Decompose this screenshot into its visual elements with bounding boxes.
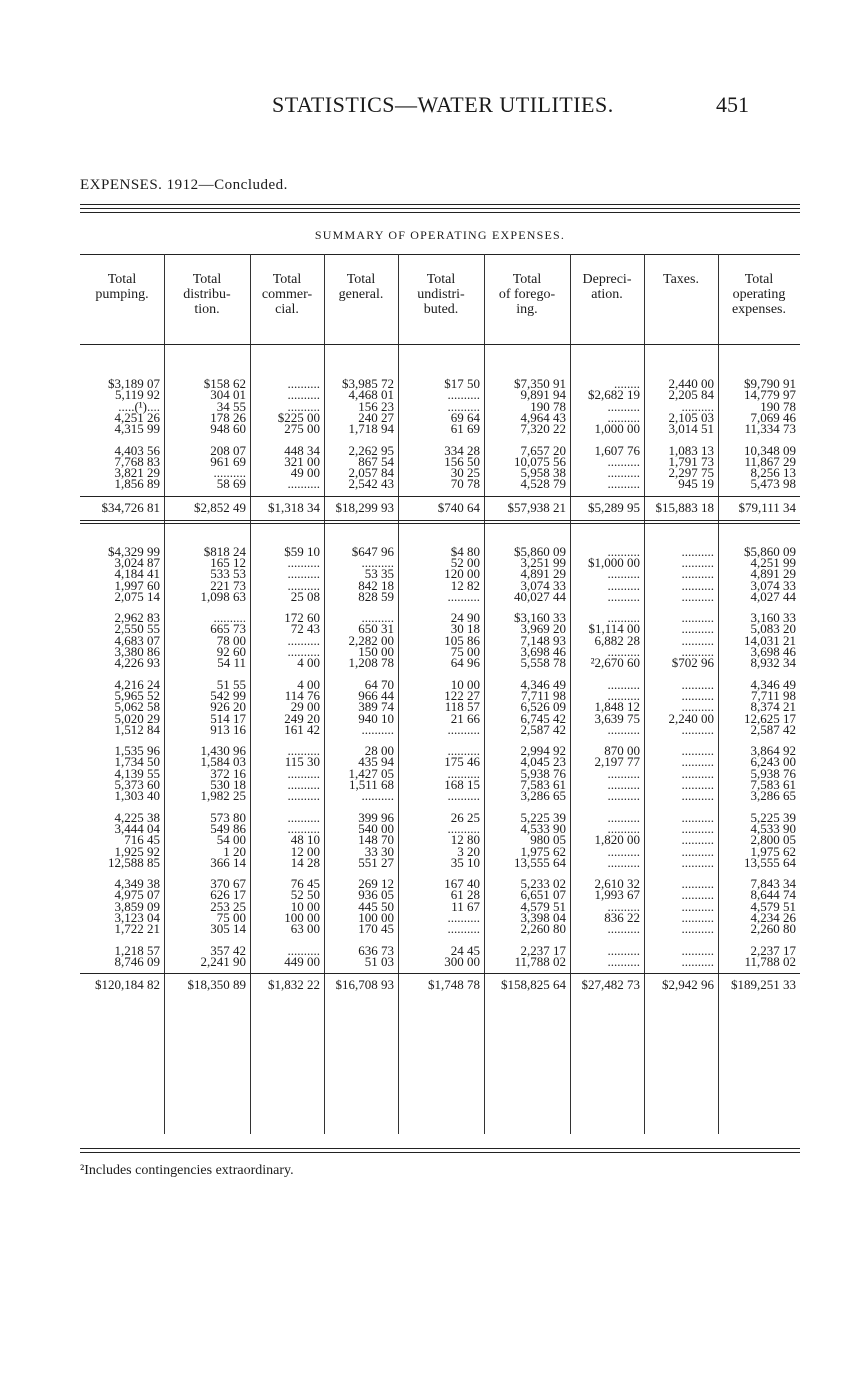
totals-cell: $1,748 78 [428, 977, 480, 993]
totals-cell: $120,184 82 [95, 977, 160, 993]
totals-cell: $15,883 18 [655, 499, 714, 515]
bottom-rule [80, 1148, 800, 1149]
table-cell-group: 1,083 13 1,791 73 2,297 75 945 19 [668, 442, 714, 492]
table-cell-group: 2,994 92 4,045 23 5,938 76 7,583 61 3,286 65 [520, 743, 566, 804]
table-cell-group: 208 07 961 69 .......... 58 69 [210, 442, 246, 492]
table-cell-group: 1,535 96 1,734 50 4,139 55 5,373 60 1,303 40 [114, 743, 160, 804]
table-cell-group: 5,225 39 4,533 90 980 05 1,975 62 13,555 64 [514, 809, 566, 870]
table-cell-group: 448 34 321 00 49 00 .......... [284, 442, 320, 492]
table-cell-group: $7,350 91 9,891 94 190 78 4,964 43 7,320 22 [514, 376, 566, 437]
totals-cell: $18,299 93 [335, 499, 394, 515]
table-cell-group: 4 00 114 76 29 00 249 20 161 42 [284, 676, 320, 737]
totals-cell: $189,251 33 [731, 977, 796, 993]
table-cell-group: .......... .......... .......... 2,240 00 .......... [668, 676, 714, 737]
table-cell-group: .......... 449 00 [284, 942, 320, 969]
table-cell-group: 10,348 09 11,867 29 8,256 13 5,473 98 [744, 442, 796, 492]
table-cell-group: 870 00 2,197 77 .......... .......... .......... [594, 743, 640, 804]
table-cell-group: 10 00 122 27 118 57 21 66 .......... [444, 676, 480, 737]
table-cell-group: 172 60 72 43 .......... .......... 4 00 [284, 610, 320, 671]
totals-cell: $16,708 93 [335, 977, 394, 993]
page-number: 451 [716, 92, 749, 117]
column-divider [570, 254, 571, 1134]
table-cell-group: $5,860 09 4,251 99 4,891 29 3,074 33 4,027 44 [744, 543, 796, 604]
table-header-row [80, 254, 800, 344]
column-header: Total pumping. [95, 272, 149, 302]
table-cell-group: 2,440 00 2,205 84 .......... 2,105 03 3,014 51 [668, 376, 714, 437]
totals-cell: $18,350 89 [187, 977, 246, 993]
column-header: Total distribu- tion. [183, 272, 231, 317]
column-divider [398, 254, 399, 1134]
table-cell-group: 269 12 936 05 445 50 100 00 170 45 [358, 876, 394, 937]
table-cell-group: .......... .......... .......... .......... $702 96 [671, 610, 714, 671]
table-cell-group: 167 40 61 28 11 67 .......... .......... [444, 876, 480, 937]
table-cell-group: 2,237 17 11,788 02 [744, 942, 796, 969]
table-cell-group: 399 96 540 00 148 70 33 30 551 27 [358, 809, 394, 870]
table-cell-group: .......... .......... 48 10 12 00 14 28 [287, 809, 320, 870]
table-cell-group: .......... .......... .......... .......... .......... [681, 543, 714, 604]
table-cell-group: .......... .......... .......... $225 00 275 00 [277, 376, 320, 437]
totals-cell: $57,938 21 [507, 499, 566, 515]
table-cell-group: 370 67 626 17 253 25 75 00 305 14 [210, 876, 246, 937]
page-header [0, 92, 867, 122]
table-cell-group: 1,607 76 .......... .......... .......... [594, 442, 640, 492]
column-divider [718, 254, 719, 1134]
top-rule-3 [80, 212, 800, 213]
column-header: Depreci- ation. [582, 272, 632, 302]
table-cell-group: $5,860 09 3,251 99 4,891 29 3,074 33 40,027 44 [514, 543, 566, 604]
top-rule [80, 204, 800, 205]
table-cell-group: 28 00 435 94 1,427 05 1,511 68 .......... [348, 743, 394, 804]
totals-rule [80, 496, 800, 497]
table-cell-group: $17 50 .......... .......... 69 64 61 69 [444, 376, 480, 437]
table-cell-group: .......... 650 31 2,282 00 150 00 1,208 78 [348, 610, 394, 671]
column-header: Taxes. [663, 272, 699, 287]
section-rule [80, 520, 800, 521]
table-cell-group: ........ $2,682 19 .......... .......... 1,000 00 [588, 376, 640, 437]
header-rule [80, 344, 800, 345]
column-divider [324, 254, 325, 1134]
column-header: Total commer- cial. [261, 272, 313, 317]
table-cell-group: 26 25 .......... 12 80 3 20 35 10 [447, 809, 480, 870]
table-cell-group: 357 42 2,241 90 [200, 942, 246, 969]
running-title: STATISTICS—WATER UTILITIES. [272, 92, 614, 117]
totals-cell: $79,111 34 [738, 499, 796, 515]
table-cell-group: 4,349 38 4,975 07 3,859 09 3,123 04 1,722 21 [114, 876, 160, 937]
table-cell-group: $4 80 52 00 120 00 12 82 .......... [444, 543, 480, 604]
totals-cell: $2,942 96 [662, 977, 714, 993]
totals-cell: $5,289 95 [588, 499, 640, 515]
table-cell-group: 4,346 49 7,711 98 8,374 21 12,625 17 2,587 42 [744, 676, 796, 737]
table-cell-group: 7,843 34 8,644 74 4,579 51 4,234 26 2,260 80 [750, 876, 796, 937]
table-cell-group: 2,962 83 2,550 55 4,683 07 3,380 86 4,226 93 [114, 610, 160, 671]
table-cell-group: 2,610 32 1,993 67 .......... 836 22 .......... [594, 876, 640, 937]
table-cell-group: .......... .......... .......... .......... .......... [681, 743, 714, 804]
table-cell-group: .......... .......... [681, 942, 714, 969]
totals-cell: $27,482 73 [581, 977, 640, 993]
column-divider [250, 254, 251, 1134]
table-cell-group: 2,262 95 867 54 2,057 84 2,542 43 [348, 442, 394, 492]
totals-cell: $2,852 49 [194, 499, 246, 515]
column-divider [644, 254, 645, 1134]
table-cell-group: 4,216 24 5,965 52 5,062 58 5,020 29 1,512 84 [114, 676, 160, 737]
table-cell-group: $818 24 165 12 533 53 221 73 1,098 63 [200, 543, 246, 604]
column-divider [484, 254, 485, 1134]
table-cell-group: 573 80 549 86 54 00 1 20 366 14 [210, 809, 246, 870]
table-cell-group: 5,233 02 6,651 07 4,579 51 3,398 04 2,260 80 [520, 876, 566, 937]
table-cell-group: 4,403 56 7,768 83 3,821 29 1,856 89 [114, 442, 160, 492]
table-cell-group: .......... .......... .......... .......... .......... [681, 809, 714, 870]
table-cell-group: .......... $1,000 00 .......... .......... .......... [588, 543, 640, 604]
table-cell-group: $647 96 .......... 53 35 842 18 828 59 [351, 543, 394, 604]
table-cell-group: 3,160 33 5,083 20 14,031 21 3,698 46 8,932 34 [744, 610, 796, 671]
table-cell-group: $3,160 33 3,969 20 7,148 93 3,698 46 5,558 78 [514, 610, 566, 671]
totals-cell: $1,832 22 [268, 977, 320, 993]
table-cell-group: 636 73 51 03 [358, 942, 394, 969]
table-cell-group: .......... 665 73 78 00 92 60 54 11 [210, 610, 246, 671]
table-cell-group: 24 45 300 00 [444, 942, 480, 969]
column-header: Total general. [338, 272, 384, 302]
column-header: Total operating expenses. [731, 272, 787, 317]
table-cell-group: $158 62 304 01 34 55 178 26 948 60 [203, 376, 246, 437]
table-cell-group: 334 28 156 50 30 25 70 78 [444, 442, 480, 492]
table-cell-group: 2,237 17 11,788 02 [514, 942, 566, 969]
expense-summary-table [80, 254, 800, 1134]
table-cell-group: .......... $1,114 00 6,882 28 .......... ²2,670 60 [588, 610, 640, 671]
table-cell-group: .......... .......... 1,848 12 3,639 75 .......... [594, 676, 640, 737]
table-cell-group: .......... 115 30 .......... .......... .......... [284, 743, 320, 804]
column-header: Total undistri- buted. [417, 272, 465, 317]
table-cell-group: $3,985 72 4,468 01 156 23 240 27 1,718 94 [342, 376, 394, 437]
bottom-rule-2 [80, 1152, 800, 1153]
table-cell-group: 3,864 92 6,243 00 5,938 76 7,583 61 3,286 65 [750, 743, 796, 804]
table-cell-group: .......... .......... 1,820 00 .......... .......... [594, 809, 640, 870]
table-cell-group: $3,189 07 5,119 92 .....(¹).... 4,251 26 4,315 99 [108, 376, 160, 437]
table-cell-group: 64 70 966 44 389 74 940 10 .......... [358, 676, 394, 737]
totals-rule [80, 973, 800, 974]
totals-cell: $740 64 [437, 499, 480, 515]
table-cell-group: 1,218 57 8,746 09 [114, 942, 160, 969]
section-rule-2 [80, 523, 800, 524]
table-cell-group: 24 90 30 18 105 86 75 00 64 96 [444, 610, 480, 671]
table-cell-group: 4,225 38 3,444 04 716 45 1,925 92 12,588 85 [108, 809, 160, 870]
table-cell-group: $4,329 99 3,024 87 4,184 41 1,997 60 2,075 14 [108, 543, 160, 604]
column-divider [164, 254, 165, 1134]
table-cell-group: .......... .......... [607, 942, 640, 969]
table-cell-group: 4,346 49 7,711 98 6,526 09 6,745 42 2,587 42 [520, 676, 566, 737]
totals-cell: $34,726 81 [101, 499, 160, 515]
table-caption: SUMMARY OF OPERATING EXPENSES. [314, 228, 566, 242]
table-cell-group: 76 45 52 50 10 00 100 00 63 00 [284, 876, 320, 937]
footnote: ²Includes contingencies extraordinary. [80, 1163, 294, 1178]
table-cell-group: 1,430 96 1,584 03 372 16 530 18 1,982 25 [200, 743, 246, 804]
totals-cell: $1,318 34 [268, 499, 320, 515]
top-rule-2 [80, 208, 800, 209]
column-header: Total of forego- ing. [498, 272, 556, 317]
table-cell-group: .......... .......... .......... .......... .......... [681, 876, 714, 937]
section-title: EXPENSES. 1912—Concluded. [80, 177, 288, 193]
table-cell-group: 5,225 39 4,533 90 2,800 05 1,975 62 13,555 64 [744, 809, 796, 870]
table-cell-group: .......... 175 46 .......... 168 15 .......... [444, 743, 480, 804]
table-cell-group: $9,790 91 14,779 97 190 78 7,069 46 11,334 73 [744, 376, 796, 437]
table-cell-group: 51 55 542 99 926 20 514 17 913 16 [210, 676, 246, 737]
totals-cell: $158,825 64 [501, 977, 566, 993]
table-cell-group: $59 10 .......... .......... .......... 25 08 [284, 543, 320, 604]
table-cell-group: 7,657 20 10,075 56 5,958 38 4,528 79 [514, 442, 566, 492]
